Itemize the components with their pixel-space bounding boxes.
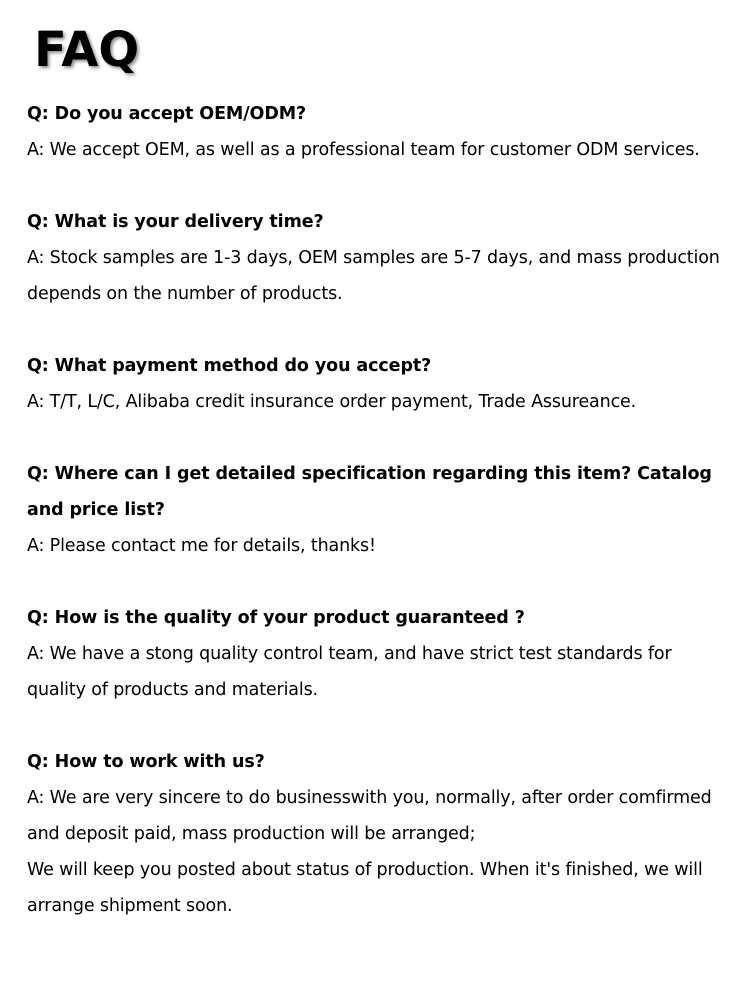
- faq-question: Q: How to work with us?: [27, 752, 265, 772]
- faq-question: Q: Do you accept OEM/ODM?: [27, 104, 307, 124]
- faq-answer: A: We have a stong quality control team, and have strict test standards for quality of products and materials.: [27, 644, 672, 700]
- faq-answer: A: Please contact me for details, thanks!: [27, 536, 376, 556]
- faq-question: Q: How is the quality of your product guaranteed ?: [27, 608, 525, 628]
- faq-answer-continued: We will keep you posted about status of production. When it's finished, we will arrange shipment soon.: [27, 860, 703, 916]
- faq-answer: A: T/T, L/C, Alibaba credit insurance order payment, Trade Assureance.: [27, 392, 637, 412]
- faq-item-delivery-time: [27, 204, 724, 312]
- faq-list: [27, 96, 724, 960]
- faq-item-quality: [27, 600, 724, 708]
- faq-item-payment-method: [27, 348, 724, 420]
- faq-answer: A: Stock samples are 1-3 days, OEM samples are 5-7 days, and mass production depends on the number of products.: [27, 248, 720, 304]
- faq-item-oem-odm: [27, 96, 724, 168]
- faq-answer: A: We are very sincere to do businesswith you, normally, after order comfirmed and deposit paid, mass production will be arranged;: [27, 788, 712, 844]
- faq-answer: A: We accept OEM, as well as a professional team for customer ODM services.: [27, 140, 700, 160]
- faq-item-specification: [27, 456, 724, 564]
- faq-question: Q: What payment method do you accept?: [27, 356, 432, 376]
- page-title: FAQ: [34, 22, 140, 78]
- faq-question: Q: What is your delivery time?: [27, 212, 324, 232]
- faq-item-work-with-us: [27, 744, 724, 924]
- faq-question: Q: Where can I get detailed specification regarding this item? Catalog and price list?: [27, 464, 712, 520]
